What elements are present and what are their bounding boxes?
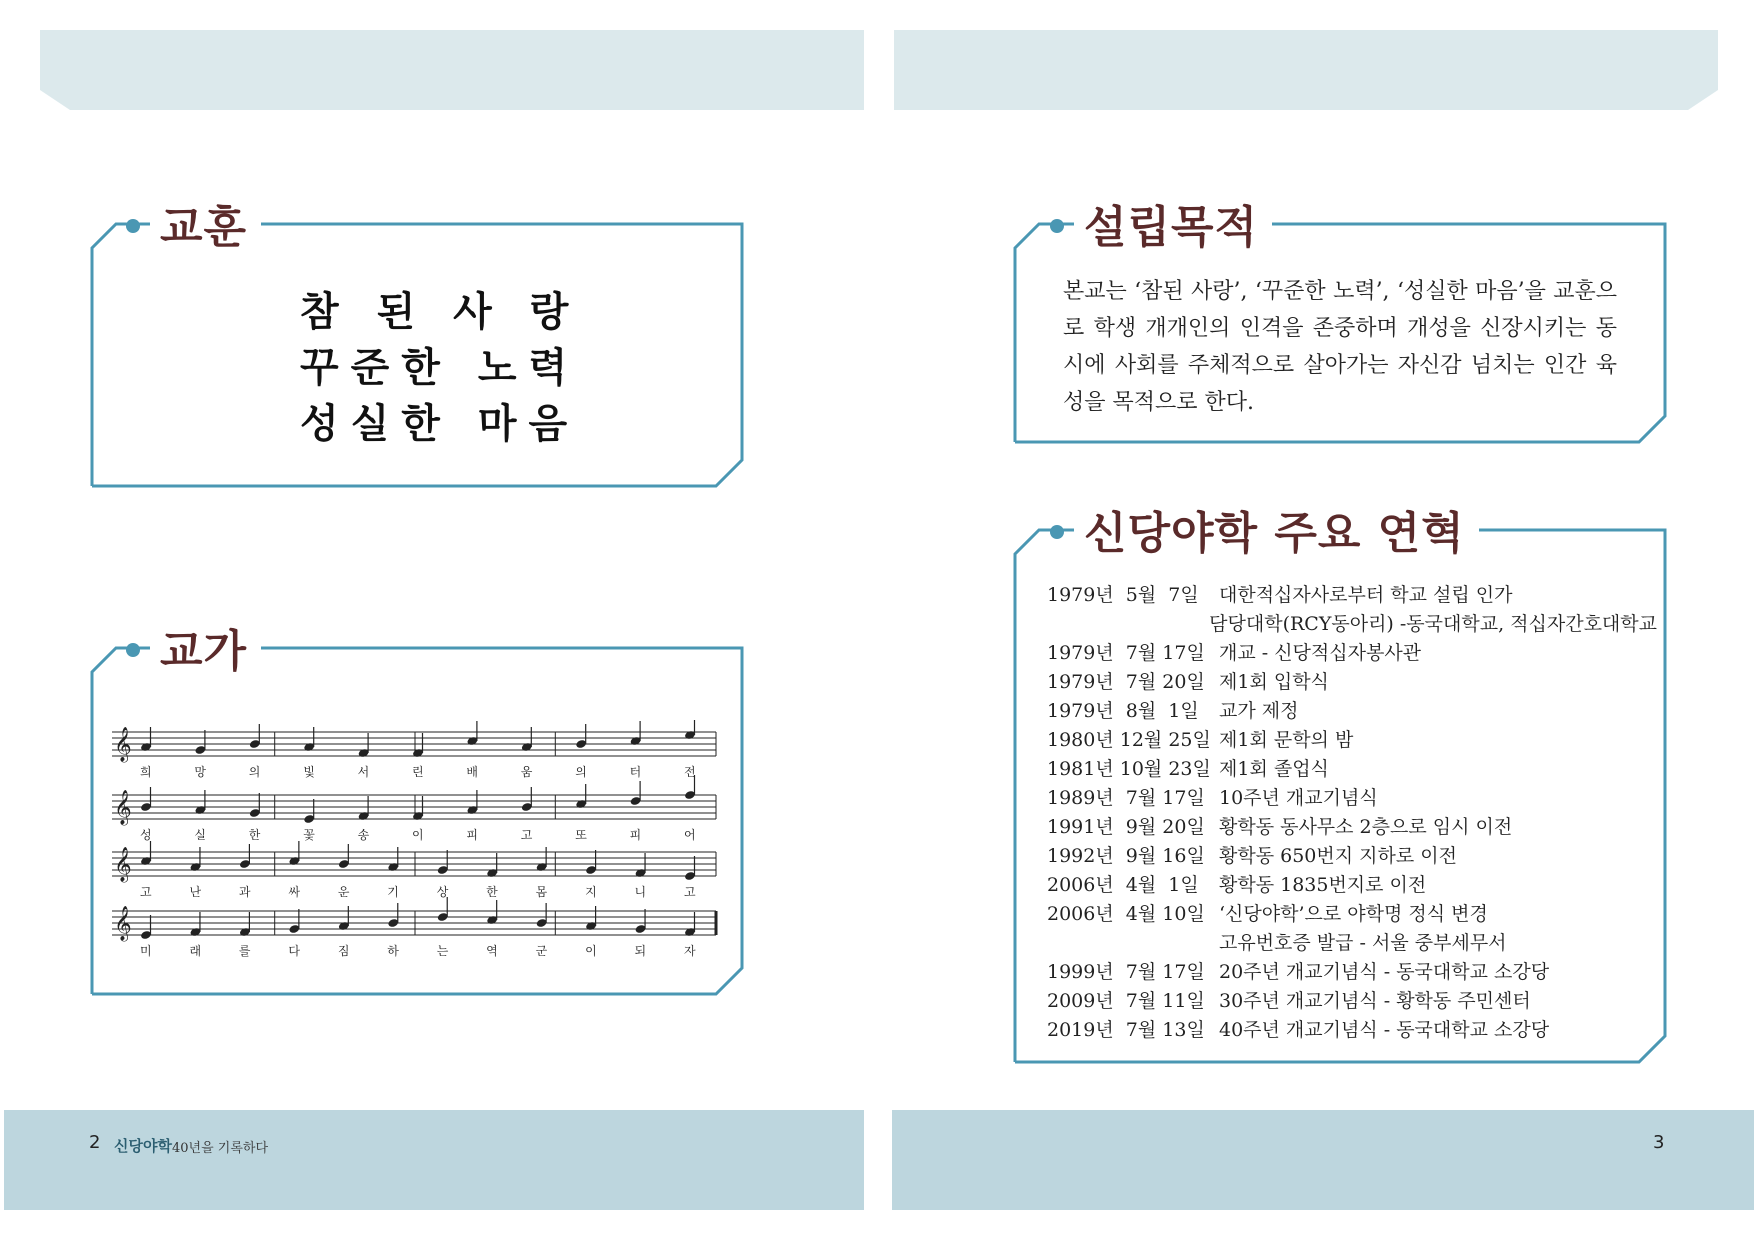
history-date bbox=[1047, 928, 1219, 957]
history-row bbox=[1047, 899, 1657, 928]
lyric-syllable: 전 bbox=[684, 765, 696, 779]
motto-title: 교훈 bbox=[150, 206, 261, 250]
right-page-number: 3 bbox=[1653, 1132, 1665, 1153]
history-event: 황학동 1835번지로 이전 bbox=[1219, 874, 1427, 896]
motto-line-2: 꾸준한 노력 bbox=[300, 345, 580, 391]
history-event: 10주년 개교기념식 bbox=[1219, 787, 1378, 809]
motto-line-3: 성실한 마음 bbox=[300, 401, 580, 447]
history-date: 1980년 12월 25일 bbox=[1047, 729, 1211, 751]
history-date: 1992년 9월 16일 bbox=[1047, 845, 1205, 867]
history-row bbox=[1047, 1015, 1657, 1044]
lyric-syllable: 움 bbox=[520, 765, 533, 779]
lyric-syllable: 꽃 bbox=[303, 828, 315, 842]
history-event: 교가 제정 bbox=[1219, 700, 1299, 722]
history-event: 개교 - 신당적십자봉사관 bbox=[1219, 642, 1422, 664]
history-row bbox=[1047, 812, 1657, 841]
lyric-syllable: 하 bbox=[387, 944, 399, 958]
history-date: 1979년 5월 7일 bbox=[1047, 584, 1199, 606]
lyric-syllable: 니 bbox=[634, 885, 647, 899]
history-row bbox=[1047, 725, 1657, 754]
lyric-syllable: 래 bbox=[189, 944, 202, 958]
history-list bbox=[1047, 580, 1657, 1044]
history-date: 2019년 7월 13일 bbox=[1047, 1019, 1205, 1041]
history-row bbox=[1047, 696, 1657, 725]
left-footer-band bbox=[4, 1110, 864, 1210]
lyric-syllable: 자 bbox=[684, 944, 696, 958]
history-date: 1979년 7월 20일 bbox=[1047, 671, 1205, 693]
history-date: 1979년 7월 17일 bbox=[1047, 642, 1205, 664]
history-event: 황학동 650번지 지하로 이전 bbox=[1219, 845, 1457, 867]
history-event: 20주년 개교기념식 - 동국대학교 소강당 bbox=[1219, 961, 1550, 983]
history-event: 30주년 개교기념식 - 황학동 주민센터 bbox=[1219, 990, 1531, 1012]
lyric-syllable: 서 bbox=[357, 765, 370, 779]
history-event: ‘신당야학’으로 야학명 정식 변경 bbox=[1219, 903, 1488, 925]
lyric-syllable: 싸 bbox=[288, 885, 300, 899]
history-event: 황학동 동사무소 2층으로 임시 이전 bbox=[1219, 816, 1513, 838]
history-date: 2009년 7월 11일 bbox=[1047, 990, 1205, 1012]
lyric-syllable: 의 bbox=[248, 765, 261, 779]
lyric-syllable: 몸 bbox=[535, 885, 548, 899]
lyric-syllable: 짐 bbox=[337, 944, 350, 958]
history-row bbox=[1047, 841, 1657, 870]
lyric-syllable: 다 bbox=[288, 944, 300, 958]
history-date: 2006년 4월 10일 bbox=[1047, 903, 1205, 925]
lyric-syllable: 의 bbox=[575, 765, 587, 779]
lyric-syllable: 송 bbox=[357, 828, 370, 842]
lyric-syllable: 고 bbox=[684, 885, 696, 899]
motto-lines bbox=[300, 284, 580, 452]
treble-clef-icon: 𝄞 bbox=[114, 847, 132, 882]
lyric-syllable: 운 bbox=[337, 885, 350, 899]
lyric-syllable: 기 bbox=[387, 885, 399, 899]
history-row bbox=[1047, 957, 1657, 986]
purpose-title: 설립목적 bbox=[1074, 206, 1272, 250]
lyric-syllable: 이 bbox=[585, 944, 597, 958]
history-row bbox=[1047, 986, 1657, 1015]
motto-line-1: 참 된 사 랑 bbox=[300, 289, 581, 335]
lyric-syllable: 피 bbox=[629, 828, 642, 842]
lyric-syllable: 난 bbox=[189, 885, 202, 899]
lyric-syllable: 는 bbox=[436, 944, 449, 958]
lyric-syllable: 역 bbox=[486, 944, 498, 958]
history-event: 제1회 졸업식 bbox=[1219, 758, 1329, 780]
lyric-syllable: 린 bbox=[412, 765, 424, 779]
song-title: 교가 bbox=[150, 630, 261, 674]
history-date: 2006년 4월 1일 bbox=[1047, 874, 1199, 896]
history-title-dot bbox=[1050, 525, 1064, 539]
treble-clef-icon: 𝄞 bbox=[114, 727, 132, 762]
lyric-syllable: 성 bbox=[140, 828, 152, 842]
left-page-number: 2 bbox=[89, 1132, 101, 1153]
history-row bbox=[1047, 870, 1657, 899]
history-date: 1999년 7월 17일 bbox=[1047, 961, 1205, 983]
history-event: 제1회 입학식 bbox=[1219, 671, 1329, 693]
lyric-syllable: 망 bbox=[194, 765, 206, 779]
history-date: 1979년 8월 1일 bbox=[1047, 700, 1199, 722]
lyric-syllable: 이 bbox=[412, 828, 424, 842]
right-header-band bbox=[894, 30, 1718, 110]
history-event: 제1회 문학의 밤 bbox=[1219, 729, 1354, 751]
lyric-syllable: 한 bbox=[248, 828, 261, 842]
sheet-music bbox=[110, 720, 730, 970]
history-event: 40주년 개교기념식 - 동국대학교 소강당 bbox=[1219, 1019, 1550, 1041]
history-row bbox=[1047, 928, 1657, 957]
history-date: 1981년 10월 23일 bbox=[1047, 758, 1211, 780]
history-date: 1989년 7월 17일 bbox=[1047, 787, 1205, 809]
lyric-syllable: 어 bbox=[684, 828, 696, 842]
history-event: 고유번호증 발급 - 서울 중부세무서 bbox=[1219, 932, 1507, 954]
history-event: 담당대학(RCY동아리) -동국대학교, 적십자간호대학교 bbox=[1209, 613, 1657, 635]
lyric-syllable: 군 bbox=[535, 944, 548, 958]
lyric-syllable: 되 bbox=[634, 944, 647, 958]
lyric-syllable: 빛 bbox=[303, 765, 315, 779]
left-header-band bbox=[40, 30, 864, 110]
history-date bbox=[1047, 609, 1209, 638]
lyric-syllable: 실 bbox=[194, 828, 206, 842]
history-title: 신당야학 주요 연혁 bbox=[1074, 512, 1479, 556]
history-row bbox=[1047, 754, 1657, 783]
lyric-syllable: 희 bbox=[140, 765, 152, 779]
lyric-syllable: 배 bbox=[466, 765, 478, 779]
treble-clef-icon: 𝄞 bbox=[114, 790, 132, 825]
motto-title-dot bbox=[126, 219, 140, 233]
lyric-syllable: 지 bbox=[585, 885, 597, 899]
song-title-dot bbox=[126, 643, 140, 657]
lyric-syllable: 고 bbox=[520, 828, 533, 842]
lyric-syllable: 고 bbox=[140, 885, 152, 899]
history-row bbox=[1047, 783, 1657, 812]
lyric-syllable: 상 bbox=[436, 885, 449, 899]
right-footer-band bbox=[892, 1110, 1754, 1210]
lyric-syllable: 또 bbox=[575, 828, 587, 842]
treble-clef-icon: 𝄞 bbox=[114, 906, 132, 941]
lyric-syllable: 터 bbox=[629, 765, 642, 779]
purpose-text: 본교는 ‘참된 사랑’, ‘꾸준한 노력’, ‘성실한 마음’을 교훈으로 학생 개개인의 인격을 존중하며 개성을 신장시키는 동시에 사회를 주체적으로 살아가는 자신감 넘치는 인간 육성을 목적으로 한다. bbox=[1063, 279, 1617, 415]
history-row bbox=[1047, 638, 1657, 667]
purpose-title-dot bbox=[1050, 219, 1064, 233]
footer-brand: 신당야학 bbox=[114, 1137, 172, 1155]
history-row bbox=[1047, 667, 1657, 696]
history-row bbox=[1047, 609, 1657, 638]
lyric-syllable: 과 bbox=[238, 885, 251, 899]
history-event: 대한적십자사로부터 학교 설립 인가 bbox=[1219, 584, 1513, 606]
lyric-syllable: 피 bbox=[466, 828, 478, 842]
history-date: 1991년 9월 20일 bbox=[1047, 816, 1205, 838]
footer-subtitle: 40년을 기록하다 bbox=[172, 1141, 269, 1156]
lyric-syllable: 를 bbox=[238, 944, 251, 958]
lyric-syllable: 한 bbox=[486, 885, 498, 899]
lyric-syllable: 미 bbox=[140, 944, 152, 958]
history-row bbox=[1047, 580, 1657, 609]
